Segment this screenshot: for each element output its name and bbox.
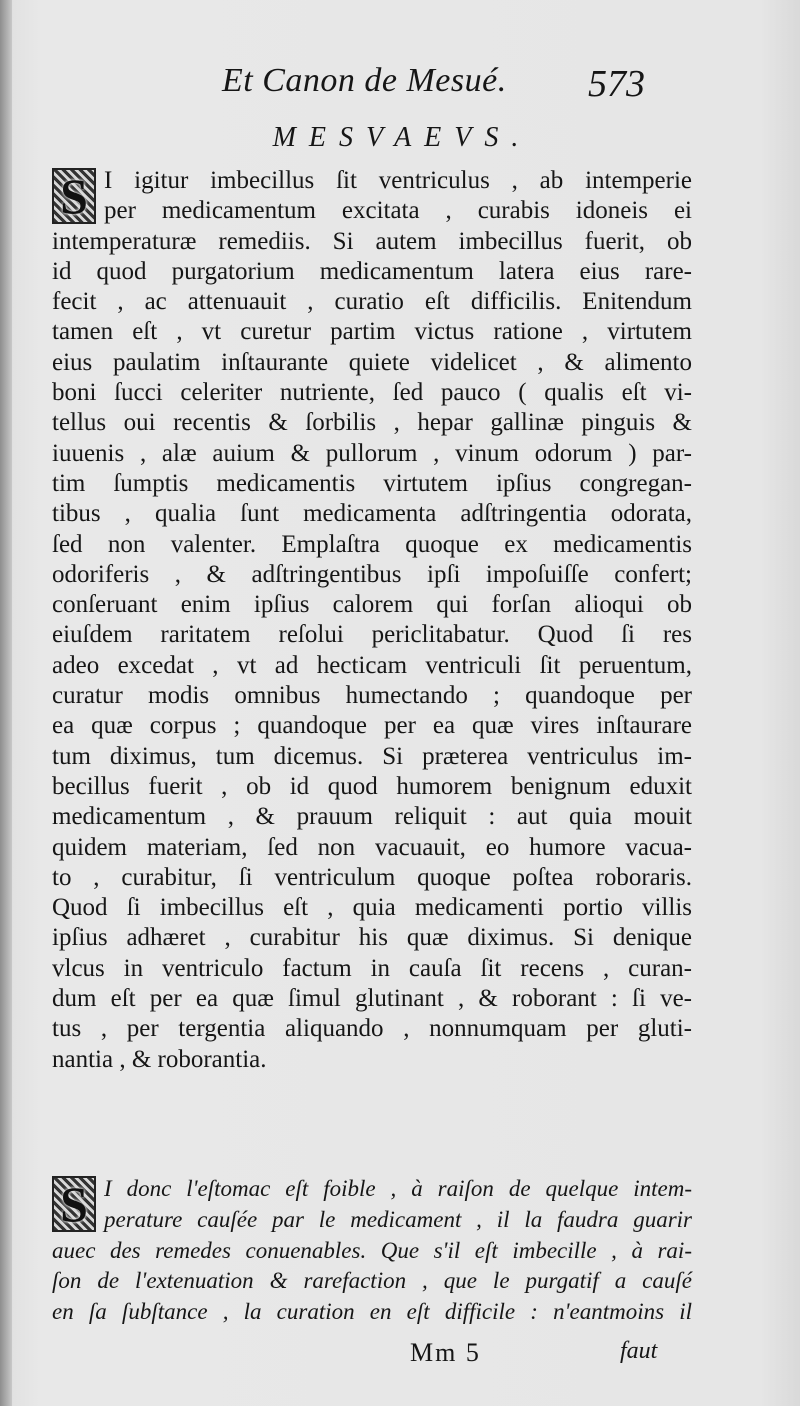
- latin-line: iuuenis , alæ auium & pullorum , vinum odorum ) par-: [52, 439, 692, 467]
- latin-line: tum diximus, tum dicemus. Si præterea ventriculus im-: [52, 742, 692, 770]
- page-header: [0, 62, 800, 112]
- book-spine-shadow: [0, 0, 12, 1406]
- latin-line: to , curabitur, ſi ventriculum quoque poſtea roboraris.: [52, 863, 692, 891]
- page-number: 573: [588, 63, 645, 105]
- latin-line: per medicamentum excitata , curabis idoneis ei: [104, 197, 692, 225]
- latin-line: vlcus in ventriculo factum in cauſa ſit recens , curan-: [52, 954, 692, 982]
- french-line: I donc l'eſtomac eſt foible , à raiſon de quelque intem-: [104, 1176, 692, 1201]
- latin-line: ſed non valenter. Emplaſtra quoque ex medicamentis: [52, 530, 692, 558]
- french-line: perature cauſée par le medicament , il la faudra guarir: [104, 1206, 692, 1232]
- latin-dropcap: S: [52, 168, 96, 224]
- latin-line: curatur modis omnibus humectando ; quandoque per: [52, 682, 692, 710]
- latin-line: intemperaturæ remediis. Si autem imbecillus fuerit, ob: [52, 227, 692, 255]
- french-paragraph: [52, 1174, 692, 1328]
- catchword: faut: [620, 1338, 658, 1364]
- latin-line: nantia , & roborantia.: [52, 1045, 267, 1073]
- latin-line: eiuſdem raritatem reſolui periclitabatur. Quod ſi res: [52, 621, 692, 649]
- latin-line: odoriferis , & adſtringentibus ipſi impoſuiſſe confert;: [52, 560, 692, 588]
- latin-line: I igitur imbecillus ſit ventriculus , ab intemperie: [104, 167, 692, 194]
- latin-line: tellus oui recentis & ſorbilis , hepar gallinæ pinguis &: [52, 409, 692, 437]
- latin-line: eius paulatim inſtaurante quiete videlicet , & alimento: [52, 348, 692, 376]
- latin-line: conſeruant enim ipſius calorem qui forſan alioqui ob: [52, 591, 692, 619]
- french-dropcap: S: [52, 1176, 96, 1232]
- latin-line: fecit , ac attenuauit , curatio eſt difficilis. Enitendum: [52, 288, 692, 316]
- latin-line: dum eſt per ea quæ ſimul glutinant , & roborant : ſi ve-: [52, 985, 692, 1013]
- section-heading: MESVAEVS.: [272, 122, 532, 153]
- french-line: en ſa ſubſtance , la curation en eſt difficile : n'eantmoins il: [52, 1299, 692, 1325]
- latin-line: medicamentum , & prauum reliquit : aut quia mouit: [52, 803, 692, 831]
- latin-line: quidem materiam, ſed non vacuauit, eo humore vacua-: [52, 833, 692, 861]
- latin-line: tim ſumptis medicamentis virtutem ipſius congregan-: [52, 469, 692, 497]
- latin-line: Quod ſi imbecillus eſt , quia medicamenti portio villis: [52, 894, 692, 922]
- running-title: Et Canon de Mesué.: [222, 62, 507, 99]
- french-line: ſon de l'extenuation & rarefaction , que le purgatif a cauſé: [52, 1268, 692, 1294]
- latin-line: boni ſucci celeriter nutriente, ſed pauco ( qualis eſt vi-: [52, 379, 692, 407]
- french-line: auec des remedes conuenables. Que s'il eſt imbecille , à rai-: [52, 1237, 692, 1263]
- latin-line: tus , per tergentia aliquando , nonnumquam per gluti-: [52, 1015, 692, 1043]
- latin-paragraph: [52, 166, 692, 1075]
- latin-line: ipſius adhæret , curabitur his quæ diximus. Si denique: [52, 924, 692, 952]
- latin-line: ea quæ corpus ; quandoque per ea quæ vires inſtaurare: [52, 712, 692, 740]
- latin-line: adeo excedat , vt ad hecticam ventriculi ſit peruentum,: [52, 651, 692, 679]
- latin-line: becillus fuerit , ob id quod humorem benignum eduxit: [52, 772, 692, 800]
- latin-line: tibus , qualia ſunt medicamenta adſtringentia odorata,: [52, 500, 692, 528]
- signature-mark: Mm 5: [410, 1338, 481, 1367]
- latin-line: tamen eſt , vt curetur partim victus ratione , virtutem: [52, 318, 692, 346]
- latin-line: id quod purgatorium medicamentum latera eius rare-: [52, 257, 692, 285]
